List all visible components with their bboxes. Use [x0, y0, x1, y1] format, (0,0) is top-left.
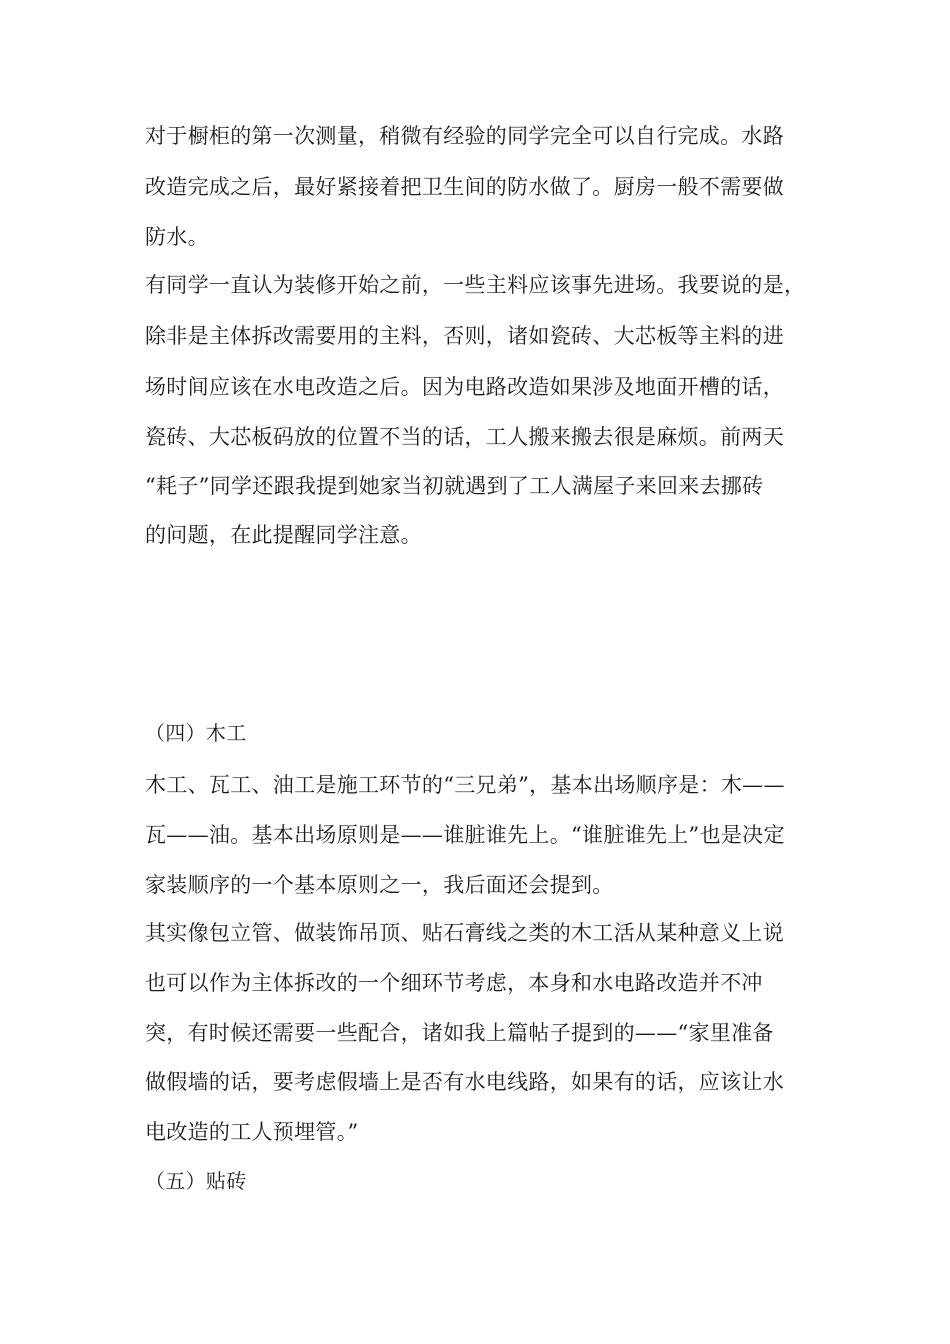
paragraph-line: 有同学一直认为装修开始之前，一些主料应该事先进场。我要说的是， — [145, 273, 806, 297]
section-heading: （四）木工 — [145, 721, 247, 745]
paragraph-line: 瓷砖、大芯板码放的位置不当的话，工人搬来搬去很是麻烦。前两天 — [145, 425, 784, 449]
paragraph-line: 场时间应该在水电改造之后。因为电路改造如果涉及地面开槽的话， — [145, 375, 784, 399]
paragraph-line: 做假墙的话，要考虑假墙上是否有水电线路，如果有的话，应该让水 — [145, 1070, 784, 1094]
paragraph-line: 防水。 — [145, 225, 209, 249]
paragraph-line: “耗子”同学还跟我提到她家当初就遇到了工人满屋子来回来去挪砖 — [145, 474, 764, 498]
paragraph-line: 其实像包立管、做装饰吊顶、贴石膏线之类的木工活从某种意义上说 — [145, 921, 784, 945]
paragraph-line: 改造完成之后，最好紧接着把卫生间的防水做了。厨房一般不需要做 — [145, 175, 784, 199]
paragraph-line: 家装顺序的一个基本原则之一，我后面还会提到。 — [145, 873, 614, 897]
paragraph-line: 的问题，在此提醒同学注意。 — [145, 523, 422, 547]
paragraph-line: 突，有时候还需要一些配合，诸如我上篇帖子提到的——“家里准备 — [145, 1021, 774, 1045]
paragraph-line: 对于橱柜的第一次测量，稍微有经验的同学完全可以自行完成。水路 — [145, 124, 784, 148]
paragraph-line: 瓦——油。基本出场原则是——谁脏谁先上。“谁脏谁先上”也是决定 — [145, 823, 785, 847]
paragraph-line: 木工、瓦工、油工是施工环节的“三兄弟”，基本出场顺序是：木—— — [145, 773, 785, 797]
paragraph-line: 也可以作为主体拆改的一个细环节考虑，本身和水电路改造并不冲 — [145, 971, 763, 995]
paragraph-line: 除非是主体拆改需要用的主料，否则，诸如瓷砖、大芯板等主料的进 — [145, 324, 784, 348]
section-heading: （五）贴砖 — [145, 1169, 247, 1193]
paragraph-line: 电改造的工人预埋管。” — [145, 1120, 359, 1144]
